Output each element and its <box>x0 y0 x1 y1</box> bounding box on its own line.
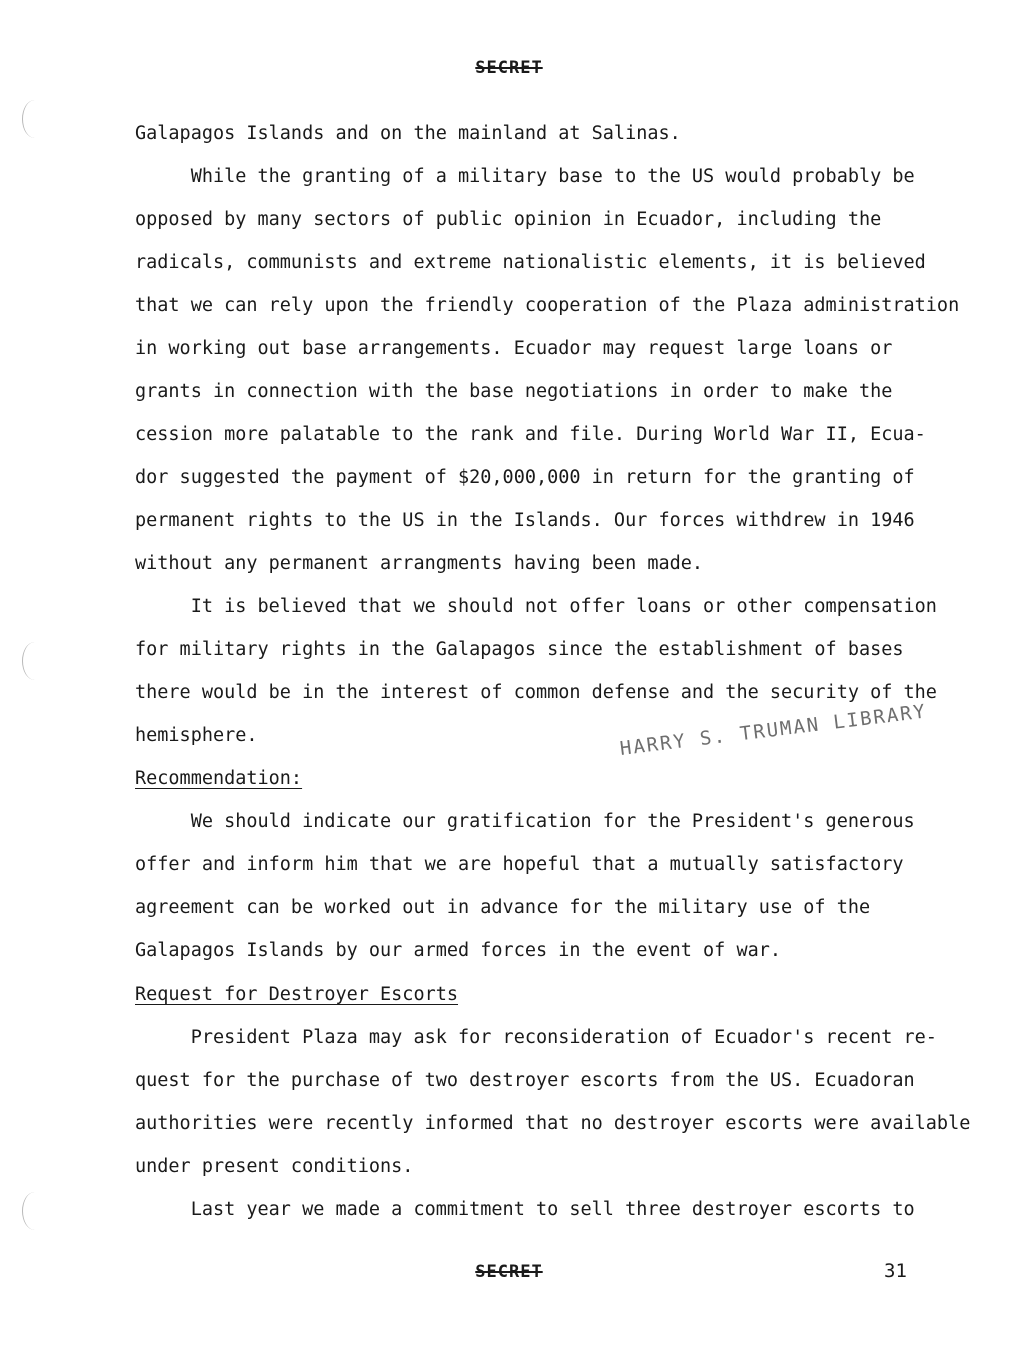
classification-footer: SECRET <box>475 1262 543 1282</box>
text-line: that we can rely upon the friendly cooperation of the Plaza administration <box>135 295 960 316</box>
text-line: Galapagos Islands and on the mainland at Salinas. <box>135 123 681 144</box>
text-line: It is believed that we should not offer loans or other compensation <box>135 596 937 617</box>
library-stamp: HARRY S. TRUMAN LIBRARY <box>618 700 929 760</box>
text-line: grants in connection with the base negotiations in order to make the <box>135 381 893 402</box>
punch-hole-bottom <box>22 1192 47 1230</box>
heading-destroyer-escorts: Request for Destroyer Escorts <box>135 984 459 1005</box>
text-line: Galapagos Islands by our armed forces in the event of war. <box>135 940 782 961</box>
text-line: authorities were recently informed that no destroyer escorts were available <box>135 1113 971 1134</box>
text-line: under present conditions. <box>135 1156 414 1177</box>
text-line: radicals, communists and extreme nationalistic elements, it is believed <box>135 252 926 273</box>
punch-hole-middle <box>22 642 47 680</box>
text-line: without any permanent arrangments having been made. <box>135 553 704 574</box>
page-number: 31 <box>884 1260 907 1282</box>
text-line: While the granting of a military base to the US would probably be <box>135 166 915 187</box>
text-line: in working out base arrangements. Ecuador may request large loans or <box>135 338 893 359</box>
text-line: there would be in the interest of common defense and the security of the <box>135 682 937 703</box>
classification-header: SECRET <box>475 58 543 78</box>
text-line: quest for the purchase of two destroyer escorts from the US. Ecuadoran <box>135 1070 915 1091</box>
text-line: agreement can be worked out in advance for the military use of the <box>135 897 871 918</box>
text-line: cession more palatable to the rank and file. During World War II, Ecua- <box>135 424 926 445</box>
text-line: dor suggested the payment of $20,000,000 in return for the granting of <box>135 467 915 488</box>
text-line: opposed by many sectors of public opinion in Ecuador, including the <box>135 209 882 230</box>
heading-recommendation: Recommendation: <box>135 768 303 789</box>
punch-hole-top <box>22 100 47 138</box>
text-line: for military rights in the Galapagos since the establishment of bases <box>135 639 904 660</box>
text-line: hemisphere. <box>135 725 258 746</box>
text-line: Last year we made a commitment to sell three destroyer escorts to <box>135 1199 915 1220</box>
text-line: permanent rights to the US in the Islands. Our forces withdrew in 1946 <box>135 510 915 531</box>
text-line: offer and inform him that we are hopeful that a mutually satisfactory <box>135 854 904 875</box>
text-line: We should indicate our gratification for the President's generous <box>135 811 915 832</box>
text-line: President Plaza may ask for reconsideration of Ecuador's recent re- <box>135 1027 937 1048</box>
